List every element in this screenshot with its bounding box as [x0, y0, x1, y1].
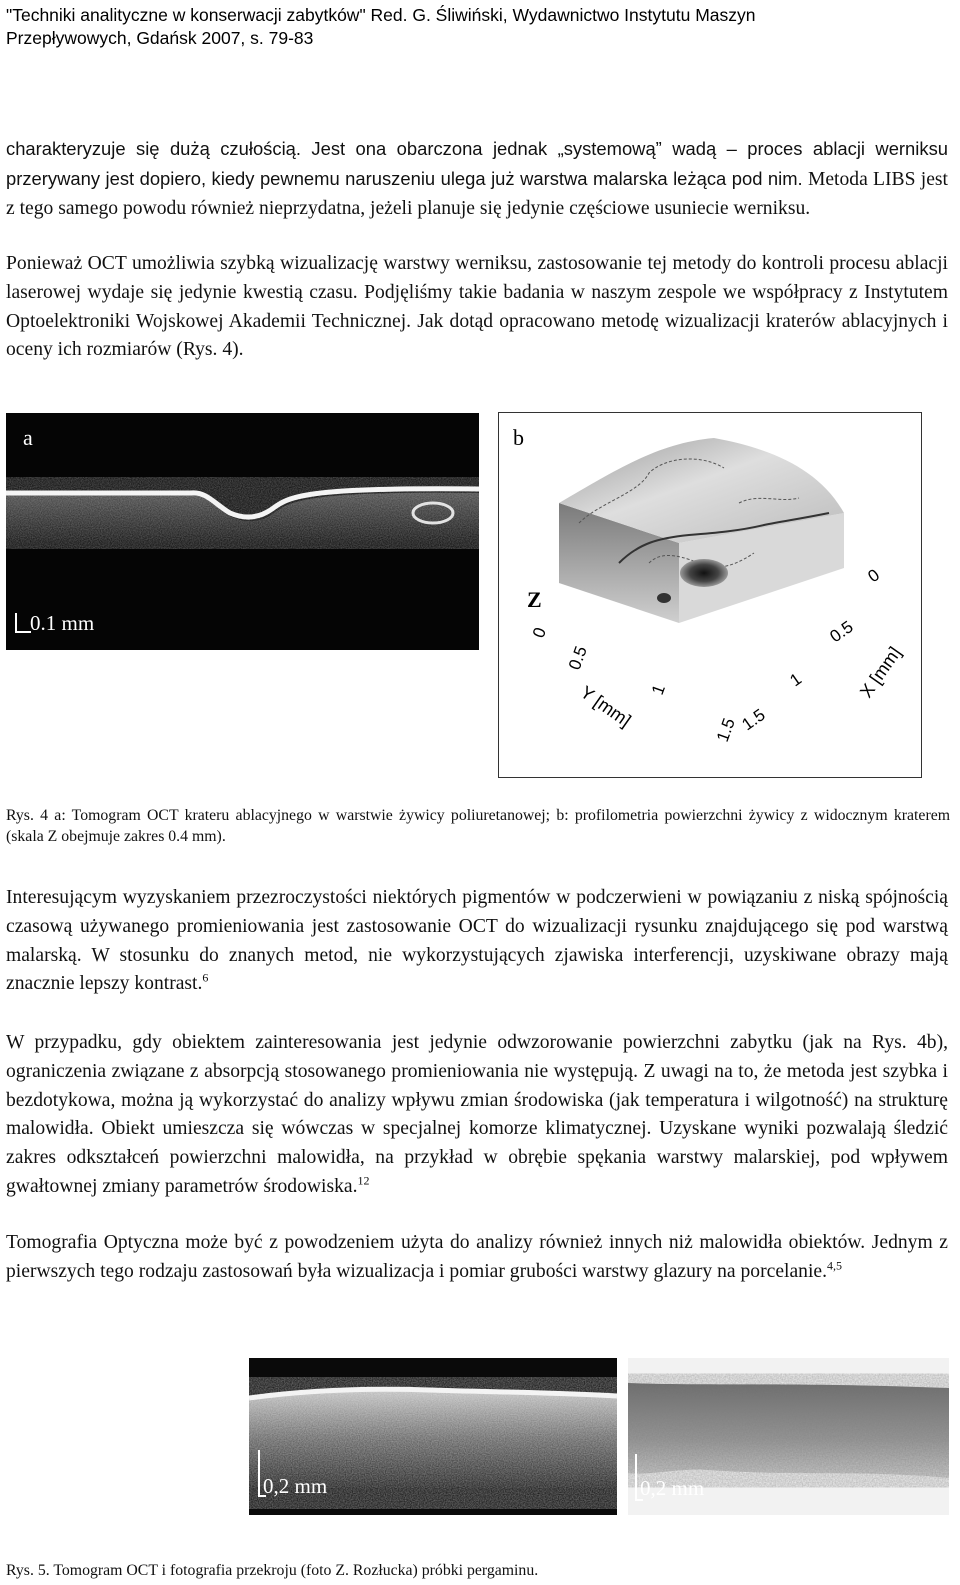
x-tick-0-5: 0.5 — [826, 617, 857, 647]
figure-4a-letter: a — [23, 425, 33, 450]
figure-5-tomogram — [249, 1358, 617, 1515]
paragraph-5-text: Tomografia Optyczna może być z powodzeniem użyta do analizy również innych niż malowidła obiektów. Jednym z pierwszych tego rodzaju zastosowań była wizualizacja i pomiar grubości warstwy glazury na porcelanie. — [6, 1232, 948, 1282]
scale-label-4a: 0.1 mm — [30, 611, 95, 635]
paragraph-4-text: W przypadku, gdy obiektem zainteresowania jest jedynie odwzorowanie powierzchni zabytku (jak na Rys. 4b), ograniczenia związane z absorpcją stosowanego promieniowania nie występują. Z uwagi na to, że metoda jest szybka i bezdotykowa, można ją wykorzystać do analizy wpływu zmian środowiska (jak temperatura i wilgotność) na strukturę malowidła. Obiekt umieszcza się wówczas w specjalnej komorze klimatycznej. Uzyskane wyniki pozwalają śledzić zakres odkształceń powierzchni malowidła, na przykład w obrębie spękania warstwy malarskiej, pod wpływem gwałtownej zmiany parametrów środowiska. — [6, 1032, 948, 1197]
paragraph-4 — [6, 1029, 948, 1202]
paragraph-3-text: Interesującym wyzyskaniem przezroczystości niektórych pigmentów w podczerwieni w powiązaniu z niską spójnością czasową używanego promieniowania jest zastosowanie OCT do wizualizacji rysunku znajdującego się pod warstwą malarską. W stosunku do znanych metod, nie wykorzystujących zjawiska interferencji, uzyskiwane obrazy mają znacznie lepszy kontrast. — [6, 887, 948, 995]
paragraph-2: Ponieważ OCT umożliwia szybką wizualizację warstwy werniksu, zastosowanie tej metody do kontroli procesu ablacji laserowej wydaje się jedynie kwestią czasu. Podjęliśmy takie badania w naszym zespole we współpracy z Instytutem Optoelektroniki Wojskowej Akademii Technicznej. Jak dotąd opracowano metodę wizualizacji kraterów ablacyjnych i oceny ich rozmiarów (Rys. 4). — [6, 253, 948, 361]
scale-bar-4a — [15, 613, 31, 633]
paragraph-1-part-2: Metoda LIBS jest z tego samego powodu również nieprzydatna, jeżeli planuje się jedynie częściowe usuniecie werniksu. — [6, 168, 948, 219]
z-tick-0: 0 — [528, 624, 550, 641]
figure-4-caption: Rys. 4 a: Tomogram OCT krateru ablacyjnego w warstwie żywicy poliuretanowej; b: profilometria powierzchni żywicy z widocznym kraterem (skala Z obejmuje zakres 0.4 mm). — [6, 807, 950, 845]
paragraph-1-part-1: charakteryzuje się dużą czułością. Jest ona obarczona jednak „systemową” wadą – proces ablacji werniksu przerywany jest dopiero, kiedy pewnemu naruszeniu ulega już warstwa malarska leżąca pod nim. — [6, 138, 948, 189]
x-tick-1-5: 1.5 — [738, 705, 769, 735]
paragraph-5 — [6, 1229, 948, 1287]
header-line-1: "Techniki analityczne w konserwacji zabytków" Red. G. Śliwiński, Wydawnictwo Instytutu Maszyn — [6, 5, 756, 25]
reference-12: 12 — [357, 1173, 370, 1188]
figure-5-caption: Rys. 5. Tomogram OCT i fotografia przekroju (foto Z. Rozłucka) próbki pergaminu. — [6, 1562, 539, 1579]
x-axis-label: X [mm] — [855, 643, 905, 702]
page-header — [6, 4, 956, 50]
figure-5-photograph — [628, 1358, 949, 1515]
reference-4-5: 4,5 — [827, 1258, 842, 1273]
figure-4a-tomogram — [6, 413, 479, 650]
header-line-2: Przepływowych, Gdańsk 2007, s. 79-83 — [6, 28, 314, 48]
paragraph-1 — [6, 135, 948, 223]
x-tick-1: 1 — [786, 669, 806, 691]
y-tick-0-5: 0.5 — [564, 643, 591, 673]
figure-4b-letter: b — [513, 425, 524, 450]
z-axis-label: Z — [527, 587, 542, 612]
scale-label-5-left: 0,2 mm — [263, 1474, 328, 1498]
y-axis-label: Y [mm] — [576, 681, 635, 731]
y-tick-1-5: 1.5 — [712, 715, 739, 745]
profilometry-4b-image — [499, 413, 921, 777]
scale-label-5-right: 0,2 mm — [640, 1476, 705, 1500]
paragraph-3 — [6, 884, 948, 999]
x-tick-0: 0 — [864, 565, 884, 587]
figure-4b-profilometry — [498, 412, 922, 778]
reference-6: 6 — [202, 970, 209, 985]
y-tick-1: 1 — [647, 681, 669, 698]
